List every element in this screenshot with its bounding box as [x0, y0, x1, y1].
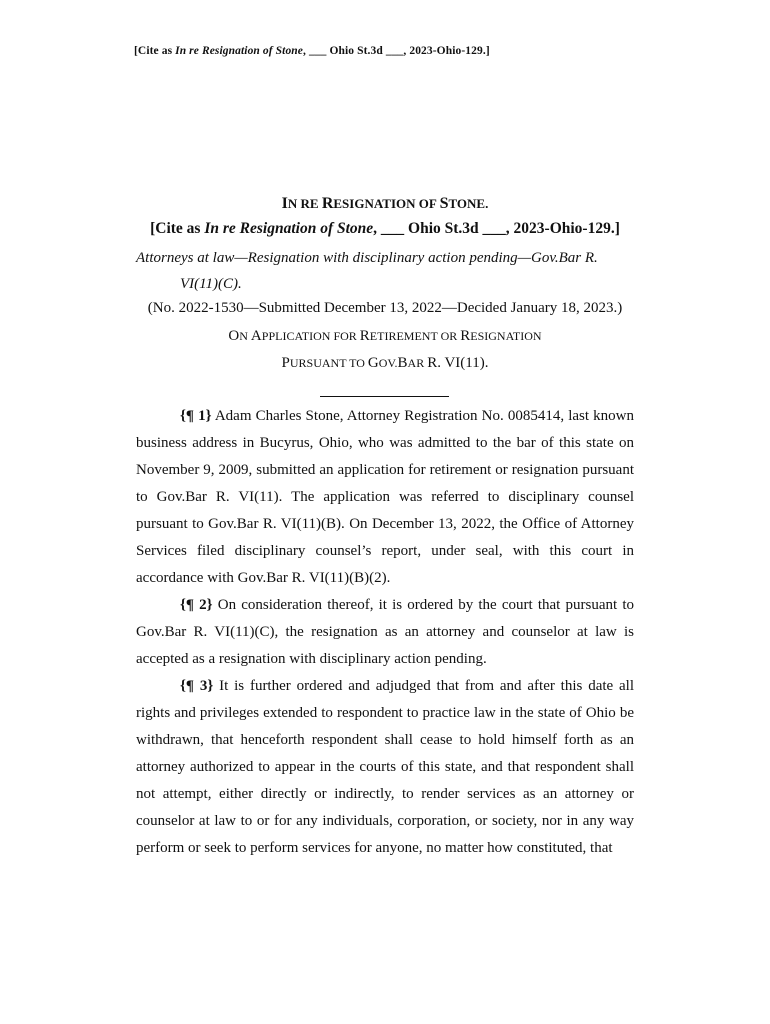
citation-line [0, 220, 770, 238]
cite-case: In re Resignation of Stone [204, 220, 374, 237]
application-heading-line2 [0, 355, 770, 372]
app-part: OV. [378, 356, 398, 370]
opinion-body [136, 403, 634, 862]
app-part: ESIGNATION [470, 329, 542, 343]
paragraph-number: {¶ 3} [180, 678, 214, 694]
paragraph-number: {¶ 2} [180, 597, 213, 613]
app-part: URSUANT TO [289, 356, 368, 370]
cite-suffix: , ___ Ohio St.3d ___, 2023-Ohio-129.] [373, 220, 620, 237]
syllabus [136, 245, 636, 297]
cite-prefix: [Cite as [150, 220, 205, 237]
app-part: ETIREMENT OR [369, 329, 461, 343]
title-part: ESIGNATION OF [333, 196, 440, 211]
title-part: N RE [287, 196, 322, 211]
paragraph-text: It is further ordered and adjudged that from and after this date all rights and privileges extended to respondent to practice law in the state of Ohio be withdrawn, that henceforth respondent shall cease to hold himself forth as an attorney authorized to appear in the courts of this state, and that respondent shall not attempt, either directly or indirectly, to render services as an attorney or counselor at law to or for any individuals, corporation, or society, nor in any way perform or seek to perform services for anyone, no matter how constituted, that [136, 678, 635, 856]
case-title [0, 195, 770, 213]
paragraph-text: Adam Charles Stone, Attorney Registration No. 0085414, last known business address in Bucyrus, Ohio, who was admitted to the bar of this state on November 9, 2009, submitted an application for retirement or resignation pursuant to Gov.Bar R. VI(11). The application was referred to disciplinary counsel pursuant to Gov.Bar R. VI(11)(B). On December 13, 2022, the Office of Attorney Services filed disciplinary counsel’s report, under seal, with this court in accordance with Gov.Bar R. VI(11)(B)(2). [136, 408, 634, 586]
app-part: P [281, 355, 290, 371]
docket-line: (No. 2022-1530—Submitted December 13, 2022—Decided January 18, 2023.) [147, 300, 623, 316]
app-part: R. VI(11). [427, 355, 489, 371]
paragraph-1 [136, 403, 634, 592]
paragraph-number: {¶ 1} [180, 408, 212, 424]
app-part: R [460, 328, 471, 344]
title-part: I [281, 195, 288, 212]
app-part: R [359, 328, 370, 344]
app-part: O [228, 328, 240, 344]
section-divider [320, 396, 449, 397]
header-cite-suffix: , ___ Ohio St.3d ___, 2023-Ohio-129.] [303, 45, 490, 57]
app-part: N [239, 329, 251, 343]
application-heading-line1 [0, 328, 770, 345]
app-part: G [367, 355, 379, 371]
title-part: TONE. [448, 196, 489, 211]
paragraph-2 [136, 592, 634, 673]
header-cite-case: In re Resignation of Stone [175, 45, 303, 57]
app-part: PPLICATION FOR [261, 329, 360, 343]
header-cite-prefix: [Cite as [134, 45, 176, 57]
header-citation [134, 45, 490, 57]
app-part: B [397, 355, 408, 371]
paragraph-text: On consideration thereof, it is ordered by the court that pursuant to Gov.Bar R. VI(11)(C), the resignation as an attorney and counselor at law is accepted as a resignation with disciplinary action pending. [136, 597, 634, 667]
title-part: R [321, 195, 334, 212]
syllabus-line: VI(11)(C). [180, 276, 242, 292]
app-part: AR [407, 356, 428, 370]
app-part: A [250, 328, 262, 344]
syllabus-line: Attorneys at law—Resignation with disciplinary action pending—Gov.Bar R. [136, 250, 598, 266]
paragraph-3 [136, 673, 634, 862]
title-part: S [439, 195, 449, 212]
